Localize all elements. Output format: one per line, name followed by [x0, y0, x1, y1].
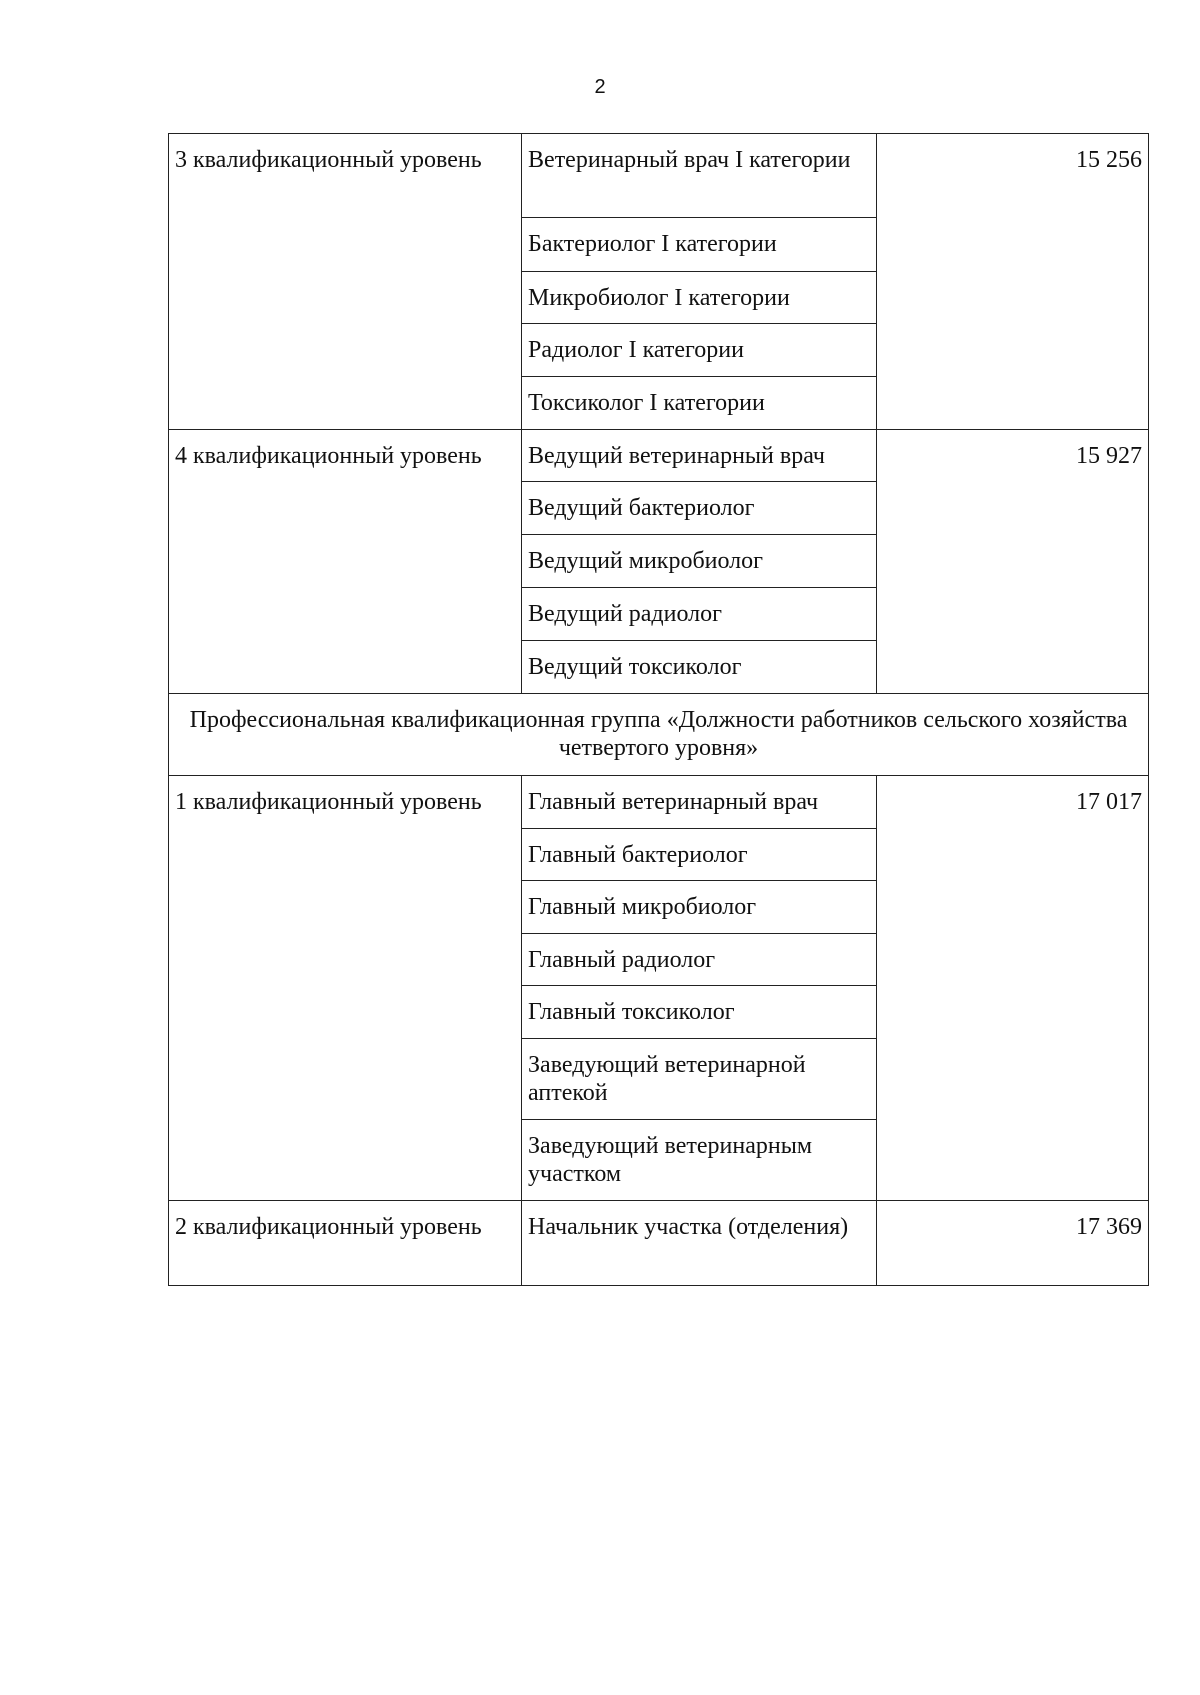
group-header: Профессиональная квалификационная группа «Должности работников сельского хозяйства четвертого уровня»	[169, 694, 1149, 776]
position-cell: Ведущий радиолог	[522, 588, 877, 641]
position-cell: Главный ветеринарный врач	[522, 776, 877, 829]
position-cell: Бактериолог I категории	[522, 218, 877, 272]
position-cell: Токсиколог I категории	[522, 377, 877, 430]
position-cell: Ведущий микробиолог	[522, 535, 877, 588]
table-row	[169, 776, 1149, 829]
qualification-level-cell: 1 квалификационный уровень	[169, 776, 522, 1201]
salary-cell: 17 017	[877, 776, 1149, 1201]
table-row	[169, 694, 1149, 776]
position-cell: Ведущий бактериолог	[522, 482, 877, 535]
position-cell: Начальник участка (отделения)	[522, 1201, 877, 1286]
position-cell: Ведущий токсиколог	[522, 641, 877, 694]
position-cell: Радиолог I категории	[522, 324, 877, 377]
salary-cell: 17 369	[877, 1201, 1149, 1286]
table-row	[169, 430, 1149, 482]
position-cell: Ведущий ветеринарный врач	[522, 430, 877, 482]
salary-table	[168, 133, 1149, 1286]
position-cell: Главный радиолог	[522, 934, 877, 986]
position-cell: Заведующий ветеринарным участком	[522, 1120, 877, 1201]
position-cell: Микробиолог I категории	[522, 272, 877, 324]
table-row	[169, 1201, 1149, 1286]
page-number: 2	[594, 76, 606, 98]
position-cell: Главный токсиколог	[522, 986, 877, 1039]
qualification-level-cell: 4 квалификационный уровень	[169, 430, 522, 694]
salary-cell: 15 256	[877, 134, 1149, 430]
position-cell: Главный микробиолог	[522, 881, 877, 934]
table-row	[169, 134, 1149, 218]
position-cell: Ветеринарный врач I категории	[522, 134, 877, 218]
salary-cell: 15 927	[877, 430, 1149, 694]
qualification-level-cell: 3 квалификационный уровень	[169, 134, 522, 430]
position-cell: Заведующий ветеринарной аптекой	[522, 1039, 877, 1120]
position-cell: Главный бактериолог	[522, 829, 877, 881]
qualification-level-cell: 2 квалификационный уровень	[169, 1201, 522, 1286]
